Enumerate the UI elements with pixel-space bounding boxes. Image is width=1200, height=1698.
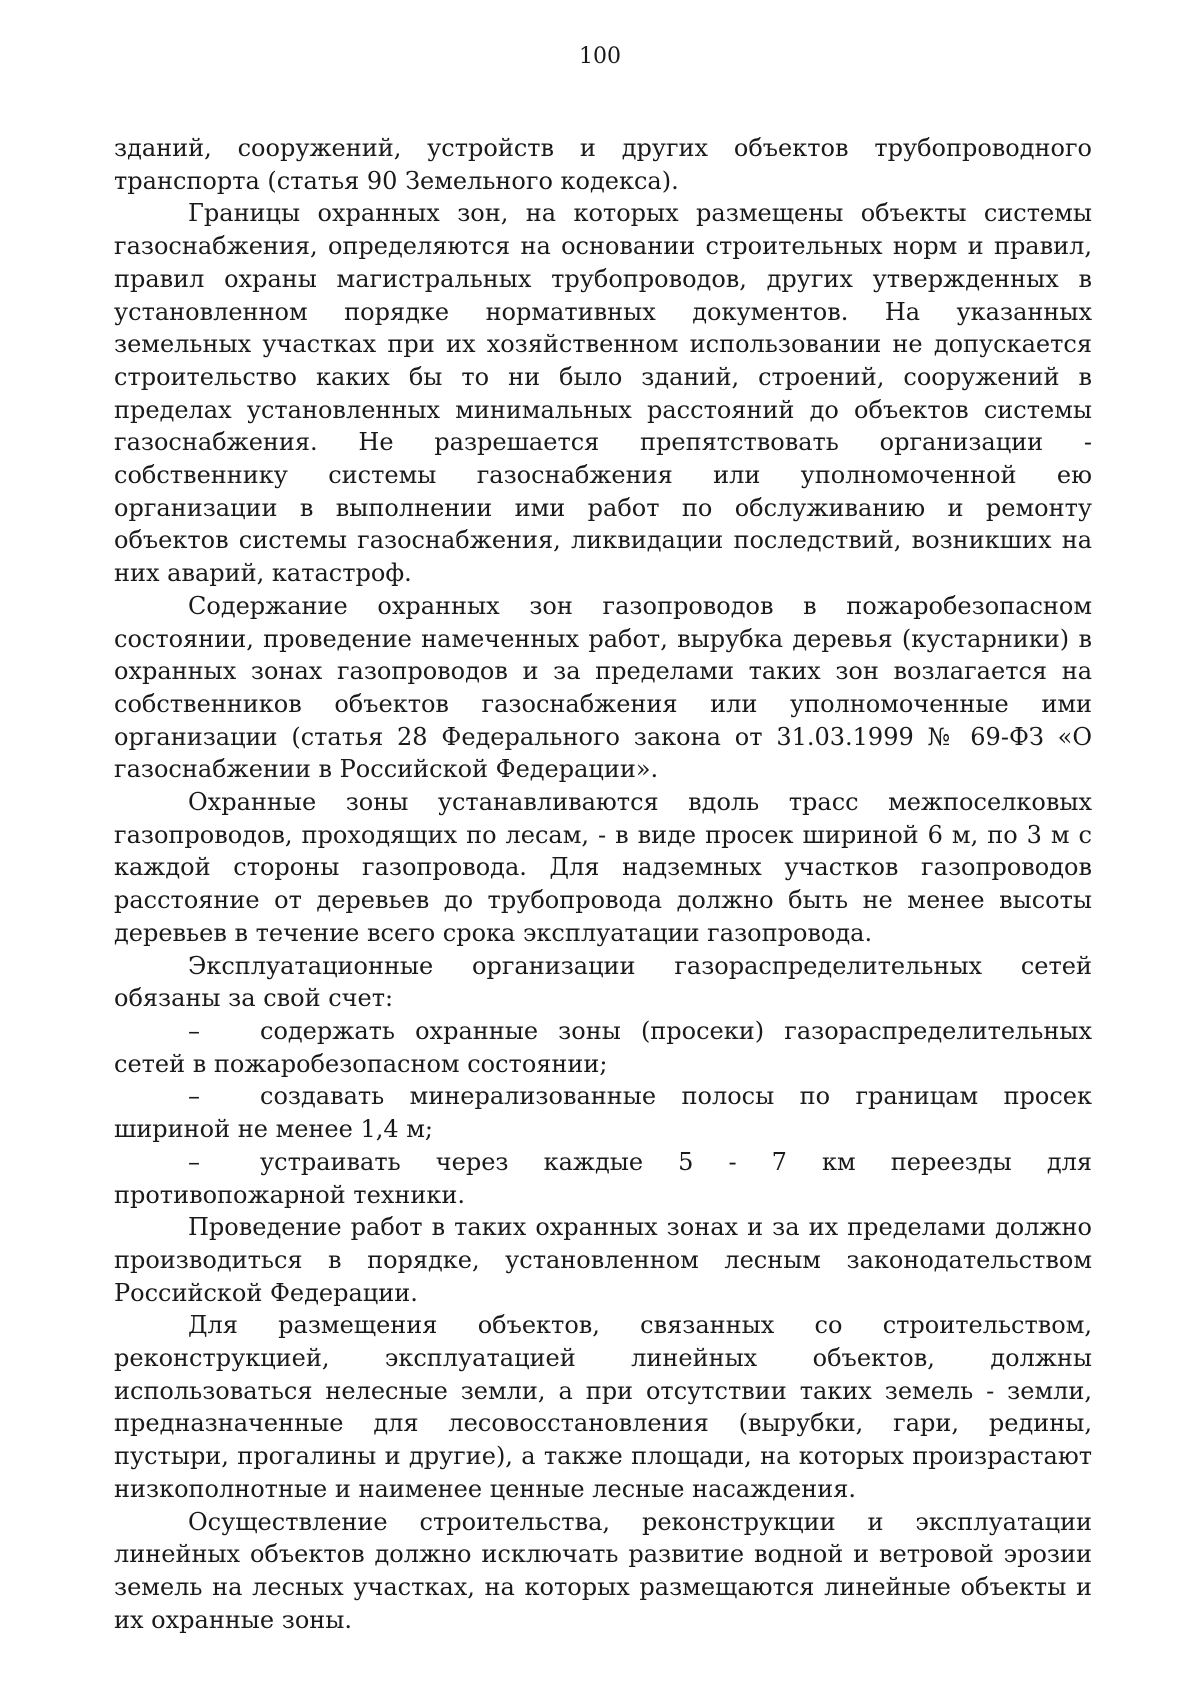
list-item-text: содержать охранные зоны (просеки) газораспределительных сетей в пожаробезопасном состоянии;: [114, 1016, 1092, 1078]
paragraph-continuation: зданий, сооружений, устройств и других объектов трубопроводного транспорта (статья 90 Земельного кодекса).: [114, 134, 1092, 195]
paragraph-land-use: Для размещения объектов, связанных со строительством, реконструкцией, эксплуатацией линейных объектов, должны использоваться нелесные земли, а при отсутствии таких земель - земли, предназначенные для лесовосстановления (вырубки, гари, редины, пустыри, прогалины и другие), а также площади, на которых произрастают низкополнотные и наименее ценные лесные насаждения.: [114, 1311, 1092, 1503]
list-dash: –: [188, 1147, 200, 1176]
document-body: [114, 132, 1092, 1636]
list-dash: –: [188, 1016, 200, 1045]
paragraph-operator-obligations: Эксплуатационные организации газораспределительных сетей обязаны за свой счет:: [114, 951, 1092, 1013]
list-item: [114, 1080, 1092, 1145]
paragraph-forest-legislation: Проведение работ в таких охранных зонах и за их пределами должно производиться в порядке, установленном лесным законодательством Российской Федерации.: [114, 1213, 1092, 1307]
list-item: [114, 1015, 1092, 1080]
list-item-text: создавать минерализованные полосы по границам просек шириной не менее 1,4 м;: [114, 1082, 1092, 1144]
list-item-text: устраивать через каждые 5 - 7 км переезды для противопожарной техники.: [114, 1147, 1092, 1209]
paragraph-erosion: Осуществление строительства, реконструкции и эксплуатации линейных объектов должно исключать развитие водной и ветровой эрозии земель на лесных участках, на которых размещаются линейные объекты и их охранные зоны.: [114, 1507, 1092, 1634]
list-item: [114, 1146, 1092, 1211]
paragraph-zone-maintenance: Содержание охранных зон газопроводов в пожаробезопасном состоянии, проведение намеченных работ, вырубка деревья (кустарники) в охранных зонах газопроводов и за пределами таких зон возлагается на собственников объектов газоснабжения или уполномоченные ими организации (статья 28 Федерального закона от 31.03.1999 № 69-ФЗ «О газоснабжении в Российской Федерации».: [114, 591, 1092, 784]
page-number: 100: [579, 44, 621, 69]
list-dash: –: [188, 1082, 200, 1111]
paragraph-zone-width: Охранные зоны устанавливаются вдоль трасс межпоселковых газопроводов, проходящих по лесам, - в виде просек шириной 6 м, по 3 м с каждой стороны газопровода. Для надземных участков газопроводов расстояние от деревьев до трубопровода должно быть не менее высоты деревьев в течение всего срока эксплуатации газопровода.: [114, 788, 1092, 947]
paragraph-protection-zone-boundaries: Границы охранных зон, на которых размещены объекты системы газоснабжения, определяются на основании строительных норм и правил, правил охраны магистральных трубопроводов, других утвержденных в установленном порядке нормативных документов. На указанных земельных участках при их хозяйственном использовании не допускается строительство каких бы то ни было зданий, строений, сооружений в пределах установленных минимальных расстояний до объектов системы газоснабжения. Не разрешается препятствовать организации - собственнику системы газоснабжения или уполномоченной ею организации в выполнении ими работ по обслуживанию и ремонту объектов системы газоснабжения, ликвидации последствий, возникших на них аварий, катастроф.: [114, 199, 1092, 588]
